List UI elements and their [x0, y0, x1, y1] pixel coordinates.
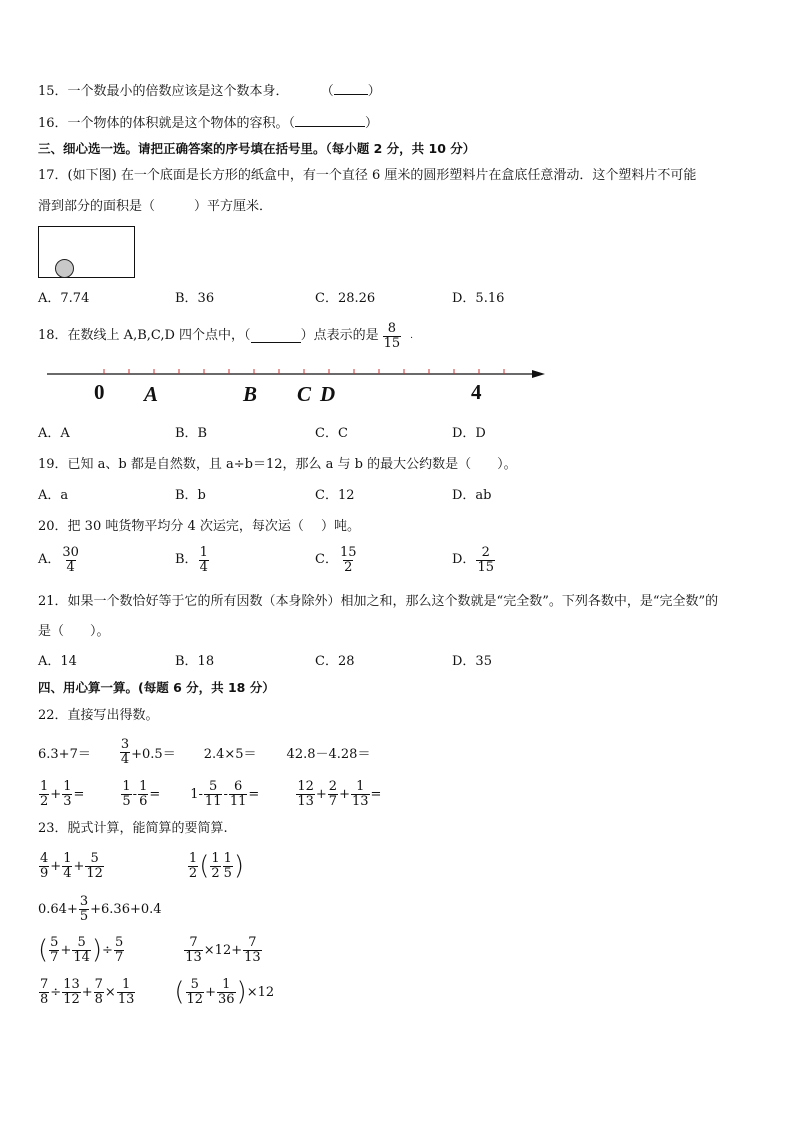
q16-text: 16．一个物体的体积就是这个物体的容积。（	[38, 116, 296, 131]
pre: 1-	[190, 786, 203, 802]
number-line	[0, 364, 794, 384]
op: +	[315, 786, 327, 802]
op: ×	[104, 984, 116, 1000]
frac: $\frac{1}{6}$	[139, 778, 148, 809]
q18-text-after: ）点表示的是	[300, 328, 379, 343]
q18-option-a[interactable]: A．A	[38, 426, 70, 441]
q15-answer-blank[interactable]	[334, 82, 368, 95]
q15-text: 15．一个数最小的倍数应该是这个数本身．	[38, 84, 289, 99]
q23-row-1	[38, 846, 244, 886]
q17-option-a[interactable]: A．7.74	[38, 291, 90, 306]
mid: ×12+	[203, 942, 243, 958]
frac: $\frac{12}{13}$	[297, 778, 314, 809]
nl-label-c: C	[297, 382, 312, 406]
nl-label-0: 0	[94, 380, 105, 404]
q19-option-d[interactable]: D．ab	[452, 488, 492, 503]
q19-option-b[interactable]: B．b	[175, 488, 206, 503]
frac: $\frac{1}{4}$	[63, 850, 72, 881]
q21-option-c[interactable]: C．28	[315, 654, 355, 669]
frac: $\frac{5}{11}$	[204, 778, 222, 809]
frac: $\frac{1}{2}$	[40, 778, 49, 809]
post: +6.36+0.4	[90, 901, 162, 917]
q22-row-1	[38, 732, 370, 772]
q20-option-a-fraction: $\frac{30}{4}$	[62, 545, 79, 575]
q20-option-b[interactable]	[175, 546, 210, 574]
frac: $\frac{5}{12}$	[186, 976, 204, 1007]
q16-paren-close: ）	[365, 116, 379, 131]
q21-line-1: 21．如果一个数恰好等于它的所有因数（本身除外）相加之和，那么这个数就是“完全数”。下列各数中，是“完全数”的	[38, 594, 719, 609]
op: +	[81, 984, 93, 1000]
q20-option-b-fraction: $\frac{1}{4}$	[199, 545, 208, 575]
q22-expr-1: 6.3+7＝	[38, 746, 91, 762]
q20-option-c-label: C．	[315, 552, 338, 568]
frac: $\frac{2}{7}$	[328, 778, 338, 809]
q17-option-d[interactable]: D．5.16	[452, 291, 505, 306]
frac: $\frac{5}{7}$	[114, 934, 124, 965]
q15-paren-close: ）	[367, 84, 381, 99]
q22-expr-2-tail: +0.5＝	[131, 746, 176, 762]
frac: $\frac{1}{2}$	[211, 850, 220, 881]
op: +	[50, 858, 62, 874]
paren-close: )	[91, 935, 103, 965]
frac: $\frac{1}{3}$	[63, 778, 72, 809]
frac: $\frac{3}{5}$	[79, 893, 89, 924]
q18-option-b[interactable]: B．B	[175, 426, 208, 441]
q22-expr-4: 42.8－4.28＝	[286, 746, 371, 762]
frac: $\frac{5}{14}$	[73, 934, 90, 965]
q18-fraction: $\frac{8}{15}$	[383, 320, 401, 351]
frac: $\frac{4}{9}$	[40, 850, 49, 881]
q18-text-before: 18．在数线上 A,B,C,D 四个点中，（	[38, 328, 251, 343]
number-line-ticks	[104, 369, 504, 374]
frac: $\frac{7}{13}$	[185, 934, 202, 965]
q18-option-d[interactable]: D．D	[452, 426, 486, 441]
paren-open: (	[199, 851, 210, 881]
question-20: 20．把 30 吨货物平均分 4 次运完，每次运（ ）吨。	[38, 519, 361, 534]
q23-row-4	[38, 972, 274, 1012]
frac: $\frac{1}{13}$	[351, 778, 369, 809]
q22-expr-2-fraction: $\frac{3}{4}$	[120, 736, 130, 767]
frac: $\frac{13}{12}$	[63, 976, 80, 1007]
q20-option-a[interactable]	[38, 546, 81, 574]
q20-option-b-label: B．	[175, 552, 198, 568]
question-18	[38, 318, 413, 354]
q16-answer-blank[interactable]	[295, 114, 365, 127]
paren-close: )	[233, 851, 245, 881]
frac: $\frac{5}{12}$	[86, 850, 103, 881]
frac: $\frac{7}{8}$	[40, 976, 49, 1007]
nl-label-b: B	[243, 382, 258, 406]
op: ÷	[50, 984, 62, 1000]
q23-row-2	[38, 888, 162, 930]
frac: $\frac{1}{5}$	[122, 778, 131, 809]
section-4-heading: 四、用心算一算。(每题 6 分，共 18 分）	[38, 680, 275, 695]
frac: $\frac{5}{7}$	[50, 934, 59, 965]
q17-box-figure	[38, 226, 138, 280]
frac: $\frac{7}{13}$	[244, 934, 261, 965]
q21-option-b[interactable]: B．18	[175, 654, 215, 669]
frac: $\frac{6}{11}$	[229, 778, 247, 809]
q18-answer-blank[interactable]	[251, 330, 301, 343]
q19-option-a[interactable]: A．a	[38, 488, 69, 503]
nl-label-d: D	[320, 382, 336, 406]
q18-trail: .	[410, 331, 413, 341]
q20-option-a-label: A．	[38, 552, 61, 568]
q23-row-3	[38, 930, 263, 970]
q23-title: 23．脱式计算，能简算的要简算.	[38, 821, 228, 836]
question-15	[38, 82, 381, 102]
q20-option-d-fraction: $\frac{2}{15}$	[477, 545, 494, 575]
q17-option-b[interactable]: B．36	[175, 291, 215, 306]
q22-row-2	[38, 774, 381, 814]
nl-label-a: A	[144, 382, 159, 406]
q17-option-c[interactable]: C．28.26	[315, 291, 376, 306]
eq: =	[248, 786, 260, 802]
paren-open: (	[174, 977, 185, 1007]
nl-label-4: 4	[471, 380, 482, 404]
circle-disc	[56, 260, 74, 278]
box-rectangle	[39, 227, 135, 278]
eq: =	[73, 786, 85, 802]
op: +	[205, 984, 216, 1000]
q20-option-d[interactable]	[452, 546, 496, 574]
q15-paren-open: （	[320, 84, 334, 99]
q20-option-d-label: D．	[452, 552, 476, 568]
post: ×12	[246, 984, 275, 1000]
q22-title: 22．直接写出得数。	[38, 708, 159, 723]
q21-line-2: 是（ ）。	[38, 624, 110, 639]
pre: 0.64+	[38, 901, 78, 917]
frac: $\frac{1}{5}$	[223, 850, 232, 881]
number-line-arrow	[532, 370, 545, 378]
frac: $\frac{1}{13}$	[117, 976, 135, 1007]
eq: =	[370, 786, 382, 802]
op: +	[60, 942, 72, 958]
frac: $\frac{1}{2}$	[188, 850, 198, 881]
op: ÷	[102, 942, 113, 958]
q22-expr-3: 2.4×5＝	[203, 746, 257, 762]
paren-close: )	[236, 977, 247, 1007]
question-19: 19．已知 a、b 都是自然数，且 a÷b＝12，那么 a 与 b 的最大公约数是（ ）。	[38, 457, 517, 472]
op: -	[132, 786, 138, 802]
paren-open: (	[38, 935, 49, 965]
q20-option-c-fraction: $\frac{15}{2}$	[339, 545, 357, 575]
q20-option-c[interactable]	[315, 546, 359, 574]
op: +	[339, 786, 350, 802]
frac: $\frac{1}{36}$	[217, 976, 235, 1007]
frac: $\frac{7}{8}$	[94, 976, 103, 1007]
eq: =	[149, 786, 161, 802]
q19-option-c[interactable]: C．12	[315, 488, 355, 503]
q21-option-a[interactable]: A．14	[38, 654, 77, 669]
q18-option-c[interactable]: C．C	[315, 426, 348, 441]
op: -	[223, 786, 228, 802]
question-16	[38, 114, 378, 134]
op: +	[50, 786, 62, 802]
q17-line-1: 17．(如下图) 在一个底面是长方形的纸盒中，有一个直径 6 厘米的圆形塑料片在盒底任意滑动．这个塑料片不可能	[38, 168, 697, 183]
q21-option-d[interactable]: D．35	[452, 654, 492, 669]
q17-line-2: 滑到部分的面积是（ ）平方厘米．	[38, 199, 273, 214]
op: +	[73, 858, 85, 874]
section-3-heading: 三、细心选一选。请把正确答案的序号填在括号里。（每小题 2 分，共 10 分）	[38, 141, 476, 156]
